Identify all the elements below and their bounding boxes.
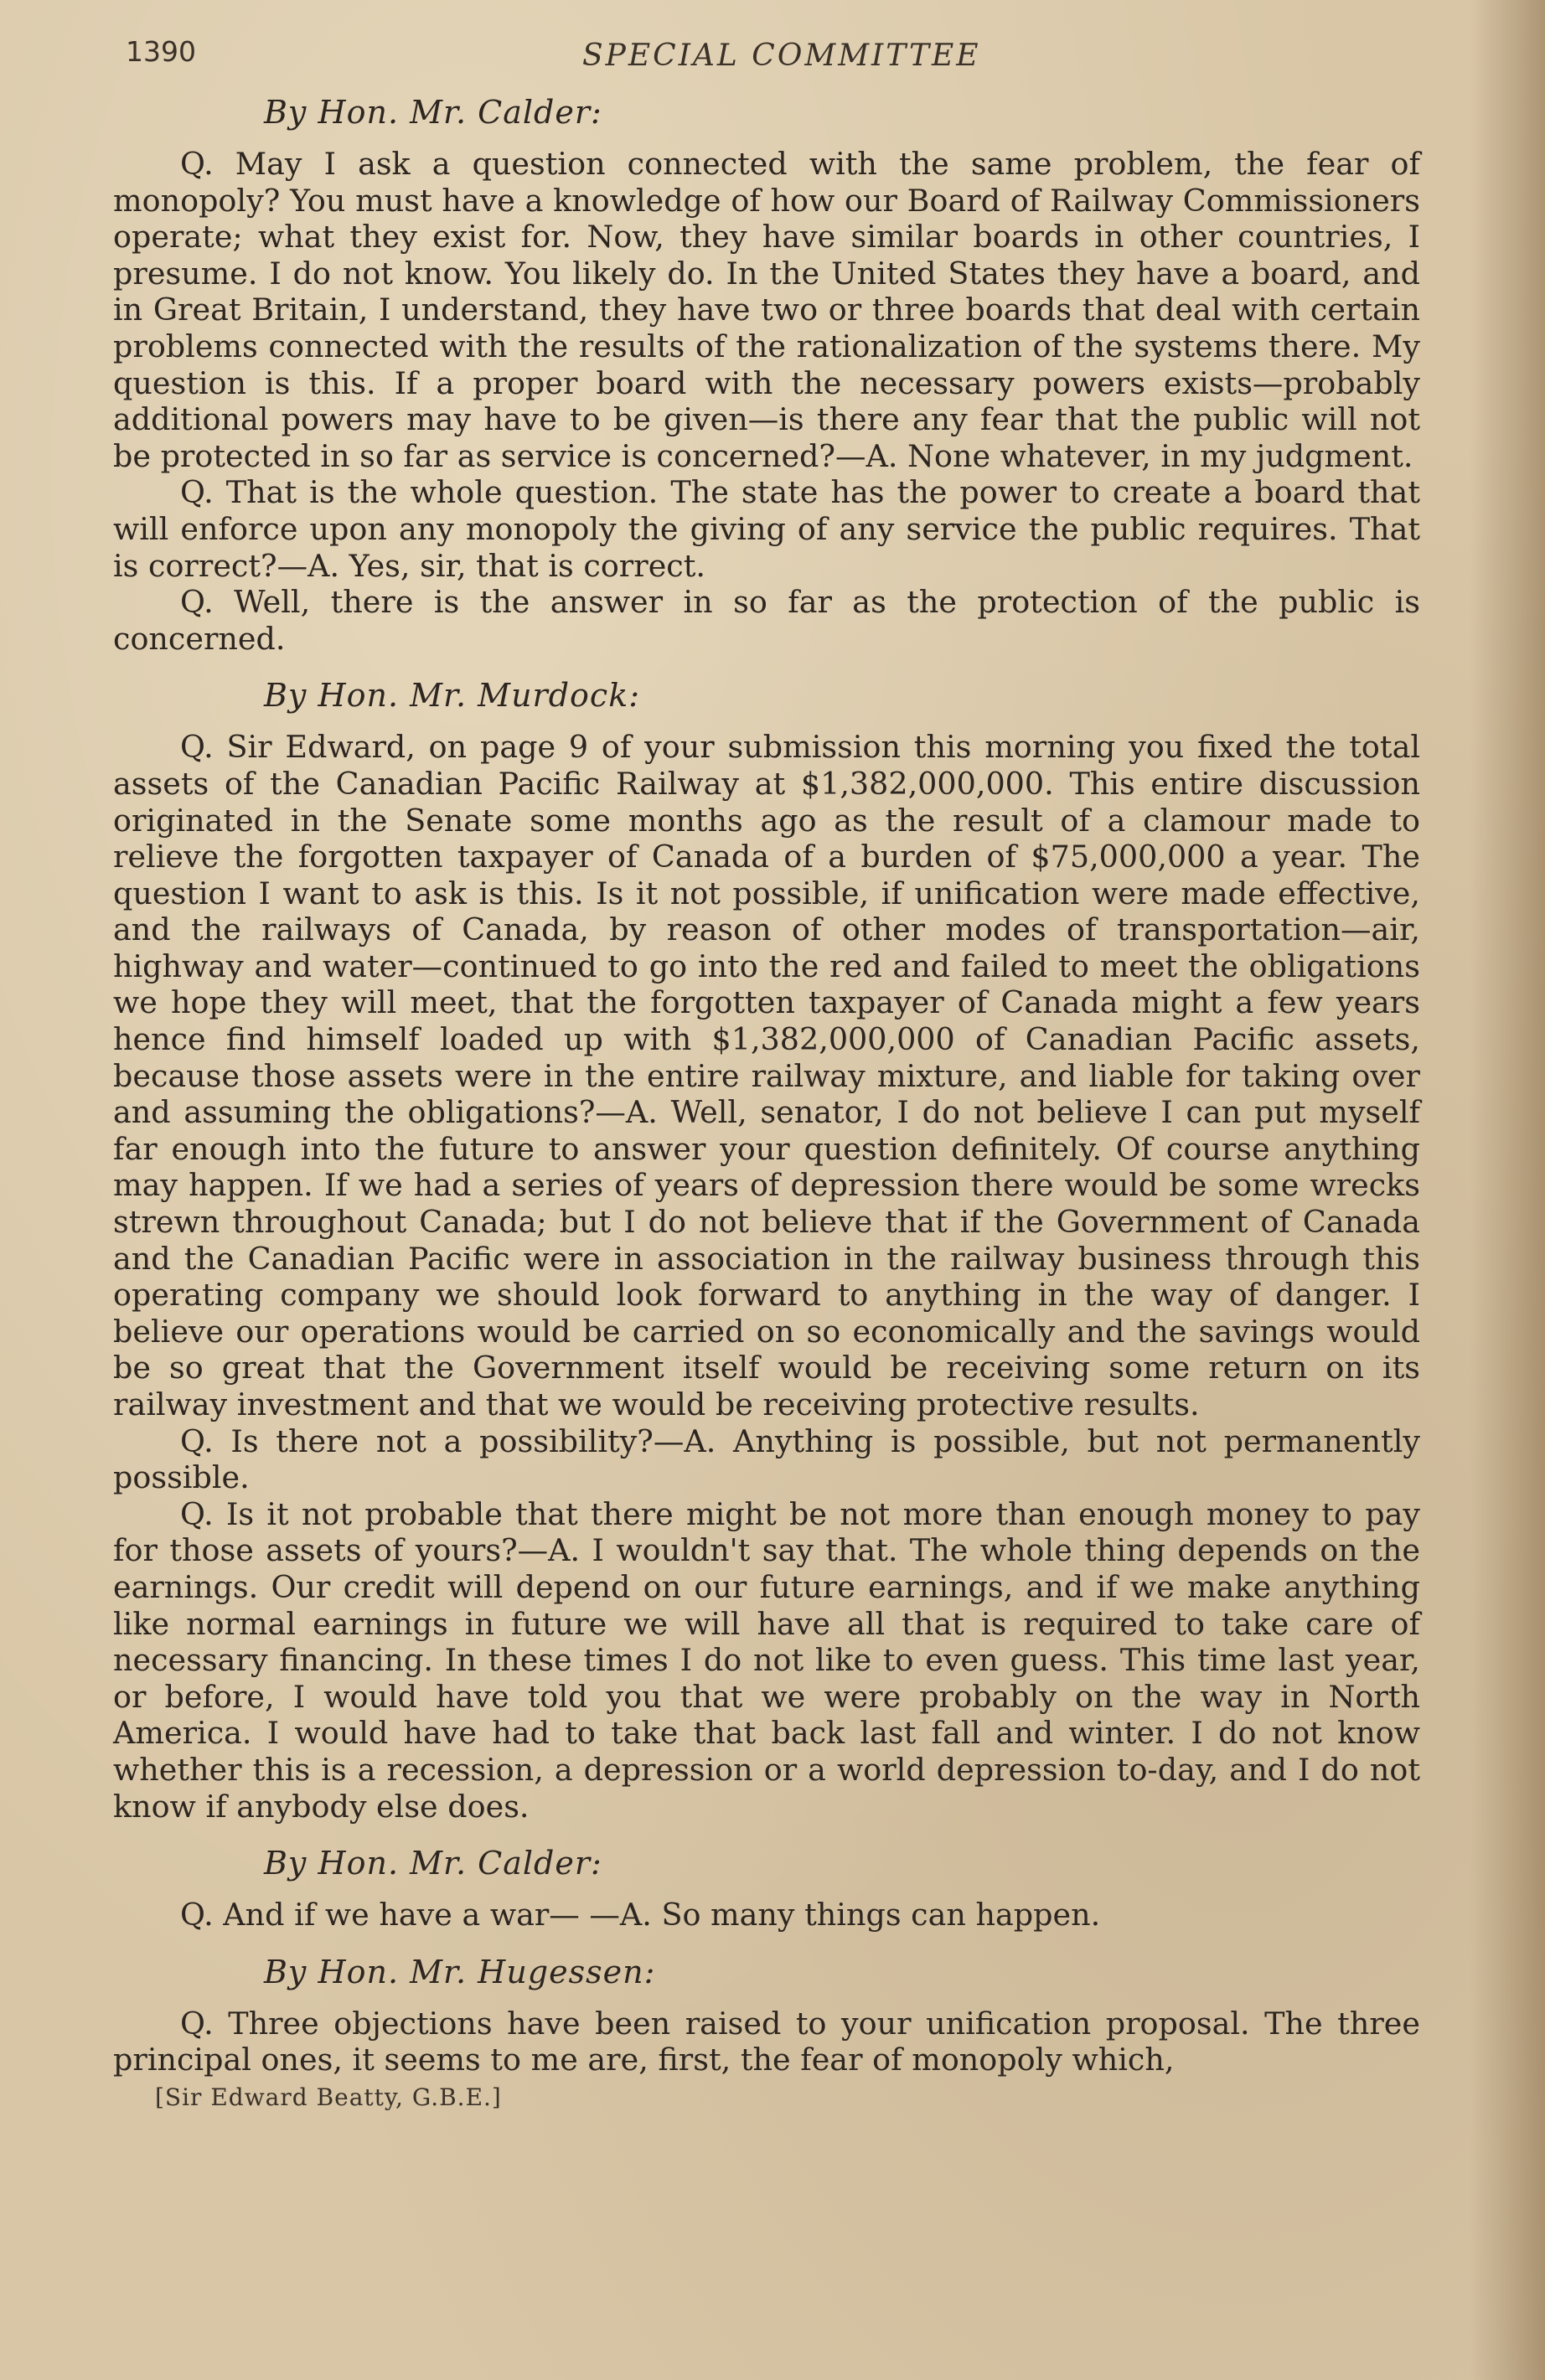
page-content <box>113 34 1420 2111</box>
qa-paragraph: Q. Three objections have been raised to your unification proposal. The three principal ones, it seems to me are, first, the fear of monopoly which, <box>113 2005 1420 2078</box>
running-head: SPECIAL COMMITTEE <box>582 39 981 73</box>
qa-paragraph: Q. And if we have a war— —A. So many things can happen. <box>180 1897 1101 1933</box>
speaker-heading: By Hon. Mr. Calder: <box>264 94 602 131</box>
speaker-heading: By Hon. Mr. Hugessen: <box>264 1953 656 1990</box>
witness-footer: [Sir Edward Beatty, G.B.E.] <box>155 2083 502 2111</box>
section-hugessen <box>113 1954 1420 2078</box>
qa-paragraph: Q. Sir Edward, on page 9 of your submission this morning you fixed the total assets of the Canadian Pacific Railway at $1,382,000,000. This entire discussion originated in the Senate some months ago as the result of a clamour made to relieve the forgotten taxpayer of Canada of a burden of $75,000,000 a year. The question I want to ask is this. Is it not possible, if unification were made effective, and the railways of Canada, by reason of other modes of transportation—air, highway and water—continued to go into the red and failed to meet the obligations we hope they will meet, that the forgotten taxpayer of Canada might a few years hence find himself loaded up with $1,382,000,000 of Canadian Pacific assets, because those assets were in the entire railway mixture, and liable for taking over and assuming the obligations?—A. Well, senator, I do not believe I can put myself far enough into the future to answer your question definitely. Of course anything may happen. If we had a series of years of depression there would be some wrecks strewn throughout Canada; but I do not believe that if the Government of Canada and the Canadian Pacific were in association in the railway business through this operating company we should look forward to anything in the way of danger. I believe our operations would be carried on so economically and the savings would be so great that the Government itself would be receiving some return on its railway investment and that we would be receiving protective results. <box>113 729 1420 1422</box>
qa-paragraph: Q. That is the whole question. The state has the power to create a board that will enforce upon any monopoly the giving of any service the public requires. That is correct?—A. Yes, sir, that is correct. <box>113 474 1420 584</box>
page-edge-shadow <box>1470 0 1545 2380</box>
speaker-heading: By Hon. Mr. Calder: <box>264 1845 602 1882</box>
qa-paragraph: Q. Is there not a possibility?—A. Anything is possible, but not permanently possible. <box>113 1422 1420 1496</box>
qa-paragraph: Q. May I ask a question connected with the same problem, the fear of monopoly? You must have a knowledge of how our Board of Railway Commissioners operate; what they exist for. Now, they have similar boards in other countries, I presume. I do not know. You likely do. In the United States they have a board, and in Great Britain, I understand, they have two or three boards that deal with certain problems connected with the results of the rationalization of the systems there. My question is this. If a proper board with the necessary powers exists—probably additional powers may have to be given—is there any fear that the public will not be protected in so far as service is concerned?—A. None whatever, in my judgment. <box>113 146 1420 474</box>
section-calder-1 <box>113 94 1420 657</box>
speaker-heading: By Hon. Mr. Murdock: <box>264 677 641 715</box>
page-header <box>113 34 1420 94</box>
qa-paragraph: Q. Well, there is the answer in so far as the protection of the public is concerned. <box>113 584 1420 657</box>
section-murdock <box>113 677 1420 1825</box>
qa-paragraph: Q. Is it not probable that there might be not more than enough money to pay for those assets of yours?—A. I wouldn't say that. The whole thing depends on the earnings. Our credit will depend on our future earnings, and if we make anything like normal earnings in future we will have all that is required to take care of necessary financing. In these times I do not like to even guess. This time last year, or before, I would have told you that we were probably on the way in North America. I would have had to take that back last fall and winter. I do not know whether this is a recession, a depression or a world depression to-day, and I do not know if anybody else does. <box>113 1495 1420 1825</box>
page-number: 1390 <box>126 35 196 68</box>
section-calder-2 <box>113 1845 1420 1933</box>
